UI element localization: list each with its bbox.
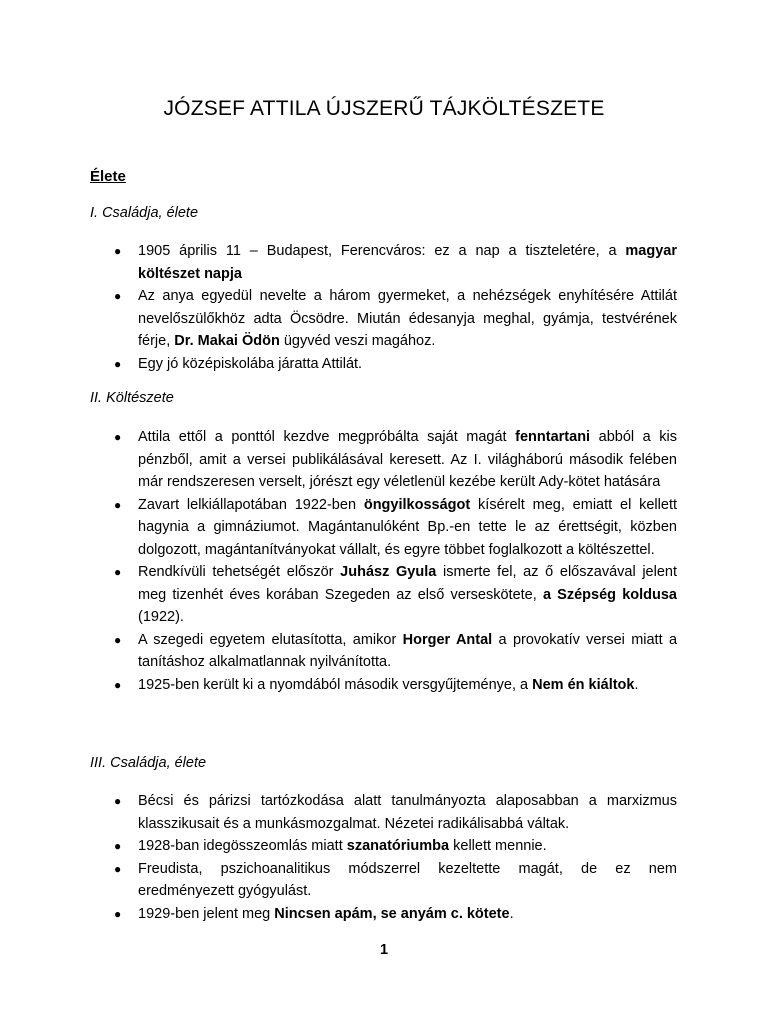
list-item (90, 353, 677, 376)
bullet-icon: ● (114, 632, 122, 647)
bold-text: öngyilkosságot (363, 496, 471, 513)
list-item (90, 285, 677, 353)
subsection-title-1: I. Családja, élete (90, 205, 199, 221)
bold-text: Nincsen apám, se anyám c. kötete (274, 905, 510, 922)
text-run: . (634, 676, 639, 693)
bold-text: Nem én kiáltok (532, 676, 635, 693)
text-run: kellett mennie. (449, 838, 547, 854)
text-run: kísérelt meg, emiatt el kellett hagynia a gimnáziumot. Magántanulóként Bp.-en tette le az érettségit, közben dolgozott, magántanítványokat vállalt, és egyre többet foglalkozott a költészettel. (138, 496, 677, 558)
list-item (90, 790, 677, 835)
text-run: abból a kis pénzből, amit a versei publikálásával keresett. Az I. világháború második felében már rendszeresen verselt, jórészt egy véletlenül kezébe került Ady-kötet hatására (138, 429, 678, 490)
text-run: Egy jó középiskolába járatta Attilát. (138, 355, 363, 372)
text-run: Az anya egyedül nevelte a három gyermeket, a nehézségek enyhítésére Attilát nevelőszülőkhöz adta Öcsödre. Miután édesanyja meghal, gyámja, testvérének férje, (138, 288, 677, 349)
bullet-icon: ● (114, 289, 122, 303)
bullet-list-1 (90, 240, 677, 375)
list-item (90, 494, 677, 562)
bullet-icon: ● (114, 244, 122, 258)
bullet-icon: ● (114, 497, 122, 512)
bullet-list-3 (90, 790, 677, 925)
bold-text: Horger Antal (402, 631, 493, 648)
list-item (90, 240, 677, 285)
text-run: Rendkívüli tehetségét először (138, 564, 341, 580)
text-run: (1922). (138, 609, 184, 625)
list-item (90, 674, 677, 697)
section-heading: Élete (90, 168, 126, 185)
text-run: 1928-ban idegösszeomlás miatt (138, 838, 347, 854)
text-run: Bécsi és párizsi tartózkodása alatt tanulmányozta alaposabban a marxizmus klasszikusait és a munkásmozgalmat. Nézetei radikálisabbá váltak. (138, 793, 677, 832)
subsection-title-2: II. Költészete (90, 390, 174, 406)
text-run: . (509, 905, 514, 922)
text-run: A szegedi egyetem elutasította, amikor (138, 631, 403, 648)
bullet-list-2 (90, 426, 677, 696)
list-item (90, 903, 677, 926)
list-item (90, 858, 677, 903)
bold-text: a Szépség koldusa (542, 586, 677, 603)
bold-text: szanatóriumba (346, 838, 450, 854)
bullet-icon: ● (114, 677, 122, 692)
page-number: 1 (379, 942, 389, 958)
text-run: Attila ettől a ponttól kezdve megpróbálta saját magát (138, 429, 516, 445)
text-run: Zavart lelkiállapotában 1922-ben (138, 496, 364, 513)
text-run: ügyvéd veszi magához. (279, 333, 436, 349)
bullet-icon: ● (114, 861, 122, 876)
text-run: ismerte fel, az ő előszavával jelent meg tizenhét éves korában Szegeden az első verseskötete, (138, 564, 677, 603)
text-run: Freudista, pszichoanalitikus módszerrel kezeltette magát, de ez nem eredményezett gyógyulást. (138, 860, 677, 899)
text-run: a provokatív versei miatt a tanításhoz alkalmatlannak nyilvánította. (138, 631, 678, 670)
text-run: 1929-ben jelent meg (138, 905, 275, 922)
bullet-icon: ● (114, 839, 122, 853)
list-item (90, 426, 677, 494)
bold-text: Dr. Makai Ödön (174, 333, 280, 349)
bold-text: Juhász Gyula (340, 564, 437, 580)
list-item (90, 561, 677, 629)
bold-text: fenntartani (515, 429, 591, 445)
page-title: JÓZSEF ATTILA ÚJSZERŰ TÁJKÖLTÉSZETE (163, 97, 605, 120)
bold-text: magyar költészet napja (138, 243, 677, 282)
text-run: 1905 április 11 – Budapest, Ferencváros: ez a nap a tiszteletére, a (138, 243, 626, 259)
bullet-icon: ● (114, 356, 122, 371)
bullet-icon: ● (114, 430, 122, 444)
bullet-icon: ● (114, 794, 122, 808)
bullet-icon: ● (114, 565, 122, 579)
bullet-icon: ● (114, 906, 122, 921)
subsection-title-3: III. Családja, élete (90, 755, 207, 771)
list-item (90, 629, 677, 674)
list-item (90, 835, 677, 858)
text-run: 1925-ben került ki a nyomdából második versgyűjteménye, a (138, 676, 533, 693)
